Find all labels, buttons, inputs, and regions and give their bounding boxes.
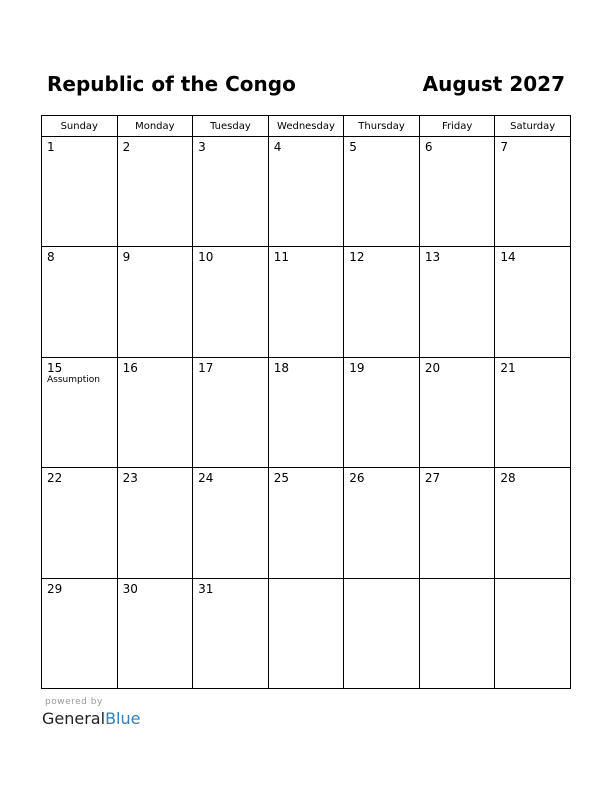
day-cell-empty bbox=[344, 578, 420, 688]
day-number: 25 bbox=[273, 471, 289, 486]
day-number: 7 bbox=[500, 140, 509, 154]
day-cell-empty bbox=[495, 578, 571, 688]
day-cell bbox=[344, 137, 420, 247]
day-cell bbox=[193, 468, 269, 578]
day-cell bbox=[268, 357, 344, 467]
day-number: 14 bbox=[500, 250, 516, 265]
day-number: 16 bbox=[122, 360, 138, 375]
weekday-header: Tuesday bbox=[193, 116, 269, 137]
calendar-country-title: Republic of the Congo bbox=[47, 72, 296, 96]
day-cell-empty bbox=[419, 578, 495, 688]
day-number: 19 bbox=[349, 360, 365, 375]
day-number: 6 bbox=[424, 140, 433, 154]
day-number: 29 bbox=[47, 581, 63, 596]
day-cell-empty bbox=[268, 578, 344, 688]
day-cell bbox=[419, 468, 495, 578]
day-cell bbox=[495, 357, 571, 467]
day-cell bbox=[495, 137, 571, 247]
weekday-header-row bbox=[42, 116, 571, 137]
weekday-header: Monday bbox=[117, 116, 193, 137]
day-number: 1 bbox=[47, 140, 55, 154]
day-number: 2 bbox=[122, 140, 131, 154]
day-cell bbox=[193, 247, 269, 357]
weekday-header: Sunday bbox=[42, 116, 118, 137]
day-cell bbox=[117, 578, 193, 688]
day-number: 20 bbox=[424, 360, 441, 375]
day-cell bbox=[495, 468, 571, 578]
day-number: 12 bbox=[349, 250, 365, 265]
weekday-header: Thursday bbox=[344, 116, 420, 137]
day-number: 9 bbox=[122, 250, 131, 265]
day-cell bbox=[42, 357, 118, 467]
day-cell bbox=[193, 137, 269, 247]
day-cell bbox=[419, 357, 495, 467]
day-cell bbox=[495, 247, 571, 357]
day-number: 13 bbox=[424, 250, 441, 265]
day-cell bbox=[117, 357, 193, 467]
holiday-label: Assumption bbox=[47, 374, 100, 385]
day-cell bbox=[193, 357, 269, 467]
day-cell bbox=[344, 468, 420, 578]
weekday-header: Wednesday bbox=[268, 116, 344, 137]
day-cell bbox=[344, 357, 420, 467]
calendar-month-title: August 2027 bbox=[422, 72, 565, 96]
day-number: 27 bbox=[424, 471, 441, 486]
weekday-header: Friday bbox=[419, 116, 495, 137]
day-cell bbox=[193, 578, 269, 688]
day-number bbox=[420, 579, 495, 582]
day-number: 30 bbox=[122, 581, 138, 596]
brand-logo-general: General bbox=[42, 709, 106, 728]
brand-logo[interactable] bbox=[42, 709, 140, 728]
day-number: 15 bbox=[47, 360, 63, 375]
day-number: 5 bbox=[349, 140, 357, 154]
day-number: 22 bbox=[47, 471, 63, 486]
day-cell bbox=[344, 247, 420, 357]
day-cell bbox=[419, 137, 495, 247]
week-row bbox=[42, 578, 571, 688]
day-number bbox=[344, 579, 419, 582]
day-cell bbox=[268, 137, 344, 247]
day-cell bbox=[419, 247, 495, 357]
day-number: 10 bbox=[198, 250, 214, 265]
day-cell bbox=[42, 137, 118, 247]
day-number: 11 bbox=[273, 250, 289, 265]
week-row bbox=[42, 137, 571, 247]
day-cell bbox=[42, 247, 118, 357]
day-number: 28 bbox=[500, 471, 516, 486]
powered-by-label: powered by bbox=[45, 697, 103, 707]
brand-logo-blue: Blue bbox=[105, 709, 141, 728]
week-row bbox=[42, 247, 571, 357]
day-number: 4 bbox=[273, 140, 282, 154]
day-number: 26 bbox=[349, 471, 365, 486]
day-cell bbox=[117, 137, 193, 247]
month-calendar-grid bbox=[41, 115, 571, 689]
day-number: 24 bbox=[198, 471, 214, 486]
day-cell bbox=[42, 578, 118, 688]
day-cell bbox=[268, 468, 344, 578]
week-row bbox=[42, 468, 571, 578]
day-cell bbox=[117, 247, 193, 357]
weekday-header: Saturday bbox=[495, 116, 571, 137]
day-cell bbox=[268, 247, 344, 357]
day-cell bbox=[42, 468, 118, 578]
day-cell bbox=[117, 468, 193, 578]
week-row bbox=[42, 357, 571, 467]
day-number bbox=[269, 579, 344, 582]
day-number bbox=[495, 579, 570, 582]
day-number: 23 bbox=[122, 471, 138, 486]
day-number: 21 bbox=[500, 360, 516, 375]
day-number: 31 bbox=[198, 581, 214, 596]
day-number: 8 bbox=[47, 250, 55, 265]
day-number: 18 bbox=[273, 360, 289, 375]
day-number: 17 bbox=[198, 360, 214, 375]
day-number: 3 bbox=[198, 140, 206, 154]
